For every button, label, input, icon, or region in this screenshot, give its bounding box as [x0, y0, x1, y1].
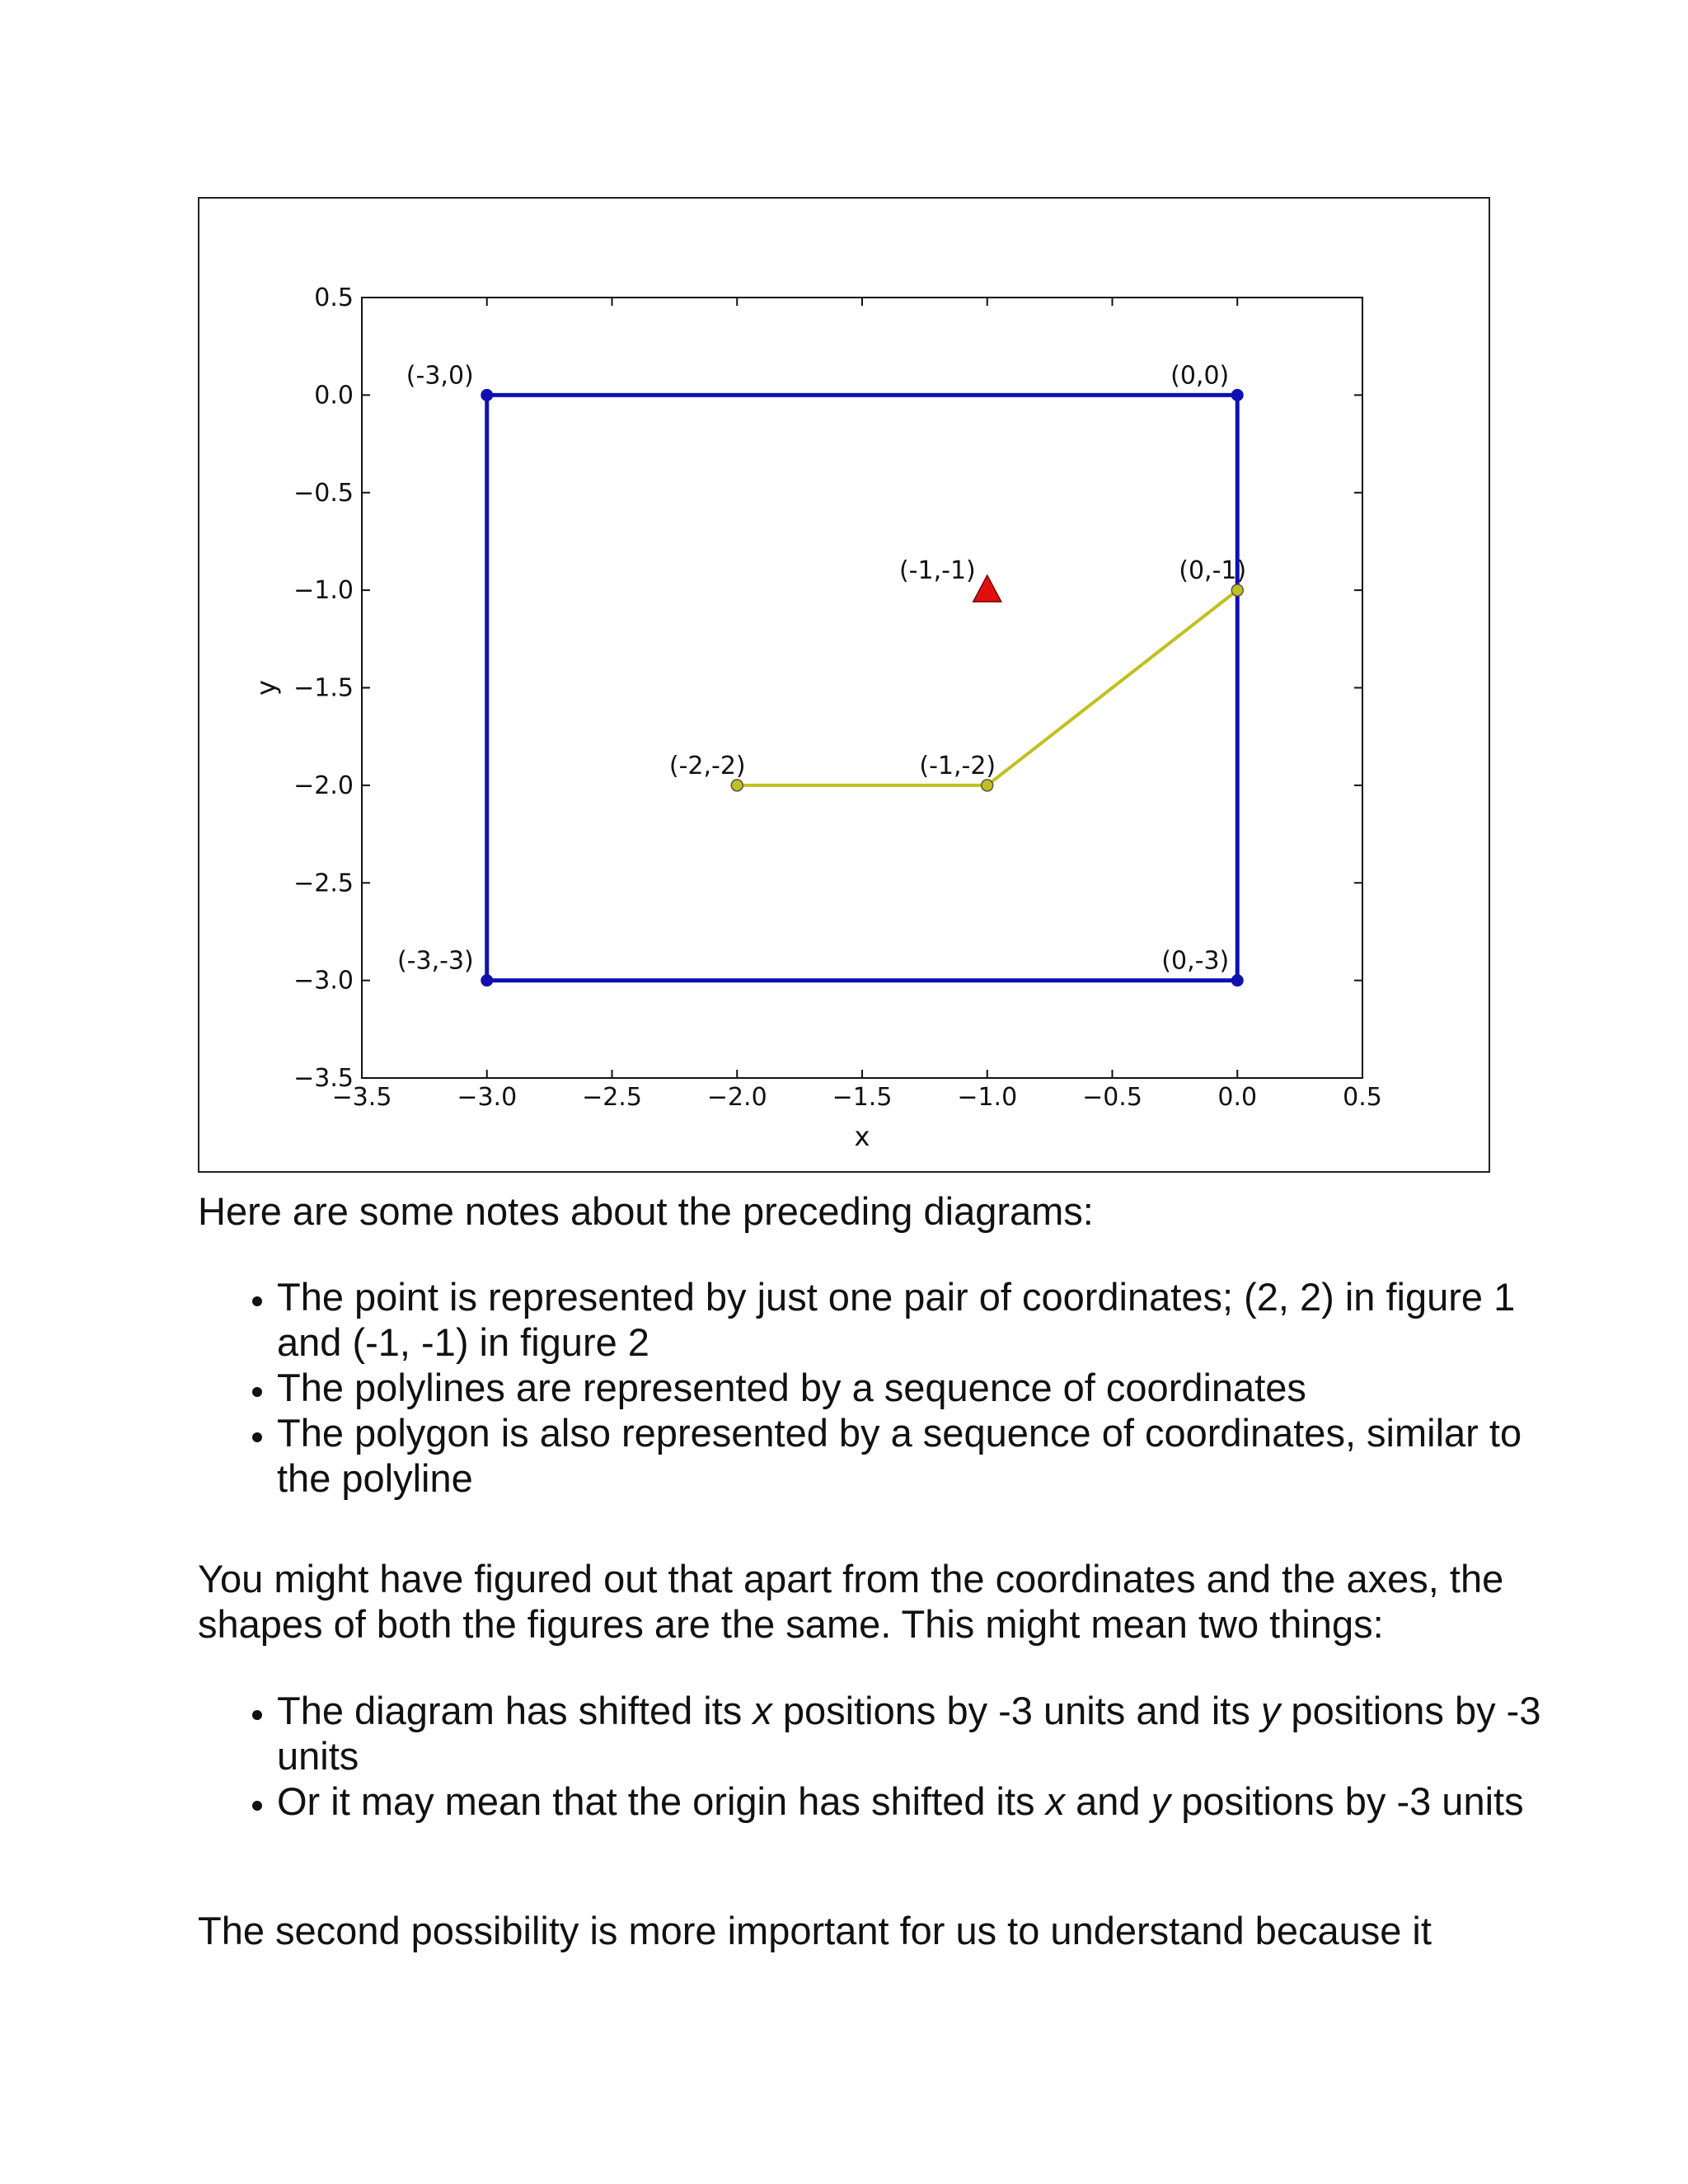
x-tick-label: 0.5	[1343, 1083, 1382, 1112]
y-tick-label: −0.5	[293, 478, 354, 508]
polyline-vertex-marker	[731, 780, 743, 791]
y-tick-label: −3.5	[293, 1064, 354, 1093]
point-coordinate-label: (-2,-2)	[668, 751, 746, 780]
point-coordinate-label: (-3,-3)	[396, 946, 474, 976]
bullet-list-1	[198, 1274, 1571, 1501]
polyline-vertex-marker	[1231, 584, 1243, 596]
x-tick-label: −0.5	[1082, 1083, 1142, 1112]
polygon-series-line	[487, 395, 1238, 980]
x-tick-label: −3.5	[331, 1083, 392, 1112]
point-coordinate-label: (0,0)	[1170, 361, 1230, 391]
italic-y: y	[1260, 1689, 1281, 1732]
polygon-vertex-marker	[1231, 975, 1243, 987]
paragraph-2: You might have figured out that apart from the coordinates and the axes, the shapes of both the figures are the same. This might mean two things:	[198, 1557, 1504, 1646]
text-run: The diagram has shifted its	[277, 1689, 753, 1732]
list-item: • The point is represented by just one pair of coordinates; (2, 2) in figure 1 and (-1, -1) in figure 2	[277, 1274, 1571, 1365]
polygon-vertex-marker	[481, 389, 493, 401]
x-tick-label: −2.0	[706, 1083, 767, 1112]
text-run: positions by -3 units and its	[771, 1689, 1261, 1732]
bullet-list-2	[198, 1688, 1571, 1824]
text-run: positions by -3 units	[1170, 1779, 1524, 1823]
y-tick-label: 0.5	[314, 284, 354, 312]
paragraph-3: The second possibility is more important for us to understand because it	[198, 1909, 1432, 1952]
text-run: positions by -3 units	[277, 1689, 1541, 1778]
list-item: • The polygon is also represented by a sequence of coordinates, similar to the polyline	[277, 1410, 1571, 1501]
notes-intro: Here are some notes about the preceding diagrams:	[198, 1189, 1094, 1233]
y-tick-label: −1.0	[293, 576, 354, 606]
y-tick-label: 0.0	[314, 381, 354, 410]
coordinate-chart	[199, 199, 1489, 1171]
x-tick-label: −3.0	[457, 1083, 518, 1112]
list-item	[277, 1779, 1571, 1824]
point-coordinate-label: (-3,0)	[406, 361, 474, 391]
y-tick-label: −3.0	[293, 966, 354, 996]
text-run: Or it may mean that the origin has shifted its	[277, 1779, 1046, 1823]
x-tick-label: −1.5	[832, 1083, 893, 1112]
point-triangle-marker	[973, 575, 1001, 602]
point-coordinate-label: (-1,-2)	[919, 751, 996, 780]
list-item: • The polylines are represented by a sequence of coordinates	[277, 1365, 1571, 1410]
x-tick-label: −2.5	[582, 1083, 642, 1112]
point-coordinate-label: (0,-1)	[1179, 556, 1247, 586]
x-tick-label: −1.0	[957, 1083, 1018, 1112]
italic-x: x	[1045, 1779, 1066, 1823]
point-coordinate-label: (-1,-1)	[898, 556, 976, 586]
polyline-vertex-marker	[982, 780, 993, 791]
italic-x: x	[753, 1689, 772, 1732]
y-axis-label: y	[251, 680, 282, 696]
polygon-vertex-marker	[1231, 389, 1243, 401]
x-tick-label: 0.0	[1217, 1083, 1258, 1112]
x-axis-label: x	[854, 1121, 870, 1152]
text-run: and	[1065, 1779, 1151, 1823]
point-coordinate-label: (0,-3)	[1161, 946, 1230, 976]
polygon-vertex-marker	[481, 975, 493, 987]
figure-frame	[198, 197, 1490, 1173]
list-item	[277, 1688, 1571, 1779]
italic-y: y	[1151, 1779, 1171, 1823]
y-tick-label: −1.5	[293, 673, 354, 703]
y-tick-label: −2.0	[293, 771, 354, 800]
y-tick-label: −2.5	[293, 869, 354, 898]
